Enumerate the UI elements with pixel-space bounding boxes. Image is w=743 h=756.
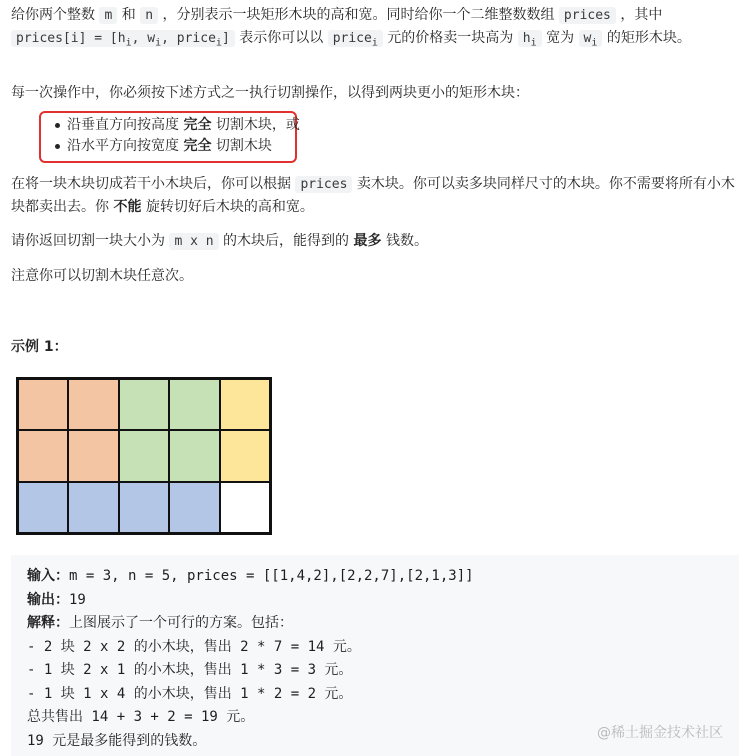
grid-cell <box>169 379 219 430</box>
grid-cell <box>169 482 219 533</box>
var-price-i: price$_i$ <box>328 30 383 47</box>
selling-rules: 在将一块木块切成若干小木块后，你可以根据 prices 卖木块。你可以卖多块同样尺寸的木块。你不需要将所有小木块都卖出去。你 不能 旋转切好后木块的高和宽。 <box>11 176 735 215</box>
var-w-i: $w_i$ <box>579 30 603 47</box>
var-n: n <box>140 7 158 24</box>
var-prices: prices <box>559 7 616 24</box>
grid-cell <box>18 430 68 481</box>
explanation-line: - 1 块 2 x 1 的小木块，售出 1 * 3 = 3 元。 <box>27 662 353 678</box>
problem-description: 给你两个整数 m 和 n ，分别表示一块矩形木块的高和宽。同时给你一个二维整数数组 prices ，其中 prices[i] = [$h_i$, $w_i$, price$_i$] 表示你可以以 price$_i$ 元的价格卖一块高为 $h_i$ 宽为 $w_i$ 的矩形木块。 <box>11 7 691 49</box>
grid-cell <box>68 430 118 481</box>
grid-cell <box>220 430 270 481</box>
bullet-icon <box>55 123 60 128</box>
grid-cell <box>220 482 270 533</box>
grid-cell <box>119 430 169 481</box>
grid-cell <box>18 482 68 533</box>
list-item: 沿垂直方向按高度 完全 切割木块，或 <box>67 117 300 133</box>
grid-cell <box>119 379 169 430</box>
grid-cell <box>18 379 68 430</box>
note: 注意你可以切割木块任意次。 <box>11 268 193 284</box>
list-item: 沿水平方向按宽度 完全 切割木块 <box>67 138 272 154</box>
task-statement: 请你返回切割一块大小为 m x n 的木块后，能得到的 最多 钱数。 <box>11 233 428 249</box>
grid-cell <box>169 430 219 481</box>
explanation-line: - 1 块 1 x 4 的小木块，售出 1 * 2 = 2 元。 <box>27 685 353 702</box>
watermark: @稀土掘金技术社区 <box>597 725 723 741</box>
highlighted-cut-options <box>39 111 300 163</box>
grid-cell <box>119 482 169 533</box>
example-output: 输出：19 <box>27 591 86 608</box>
grid-cell <box>220 379 270 430</box>
var-prices: prices <box>295 176 352 193</box>
bullet-icon <box>55 144 60 149</box>
var-prices-i: prices[i] = [$h_i$, $w_i$, price$_i$] <box>11 30 235 47</box>
grid-cell <box>68 379 118 430</box>
explanation-line: - 2 块 2 x 2 的小木块，售出 2 * 7 = 14 元。 <box>27 638 361 655</box>
wood-cut-grid-illustration <box>16 377 272 535</box>
var-m-x-n: m x n <box>169 233 218 250</box>
operation-intro: 每一次操作中，你必须按下述方式之一执行切割操作，以得到两块更小的矩形木块： <box>11 85 529 101</box>
grid-cell <box>68 482 118 533</box>
var-h-i: $h_i$ <box>518 30 542 47</box>
example-input: 输入：m = 3, n = 5, prices = [[1,4,2],[2,2,7],[2,1,3]] <box>27 568 474 584</box>
example-explanation: 解释：上图展示了一个可行的方案。包括： <box>27 615 293 631</box>
explanation-line: 总共售出 14 + 3 + 2 = 19 元。 <box>27 709 255 725</box>
var-m: m <box>99 7 117 24</box>
explanation-line: 19 元是最多能得到的钱数。 <box>27 732 207 749</box>
example-title: 示例 1： <box>11 339 68 355</box>
